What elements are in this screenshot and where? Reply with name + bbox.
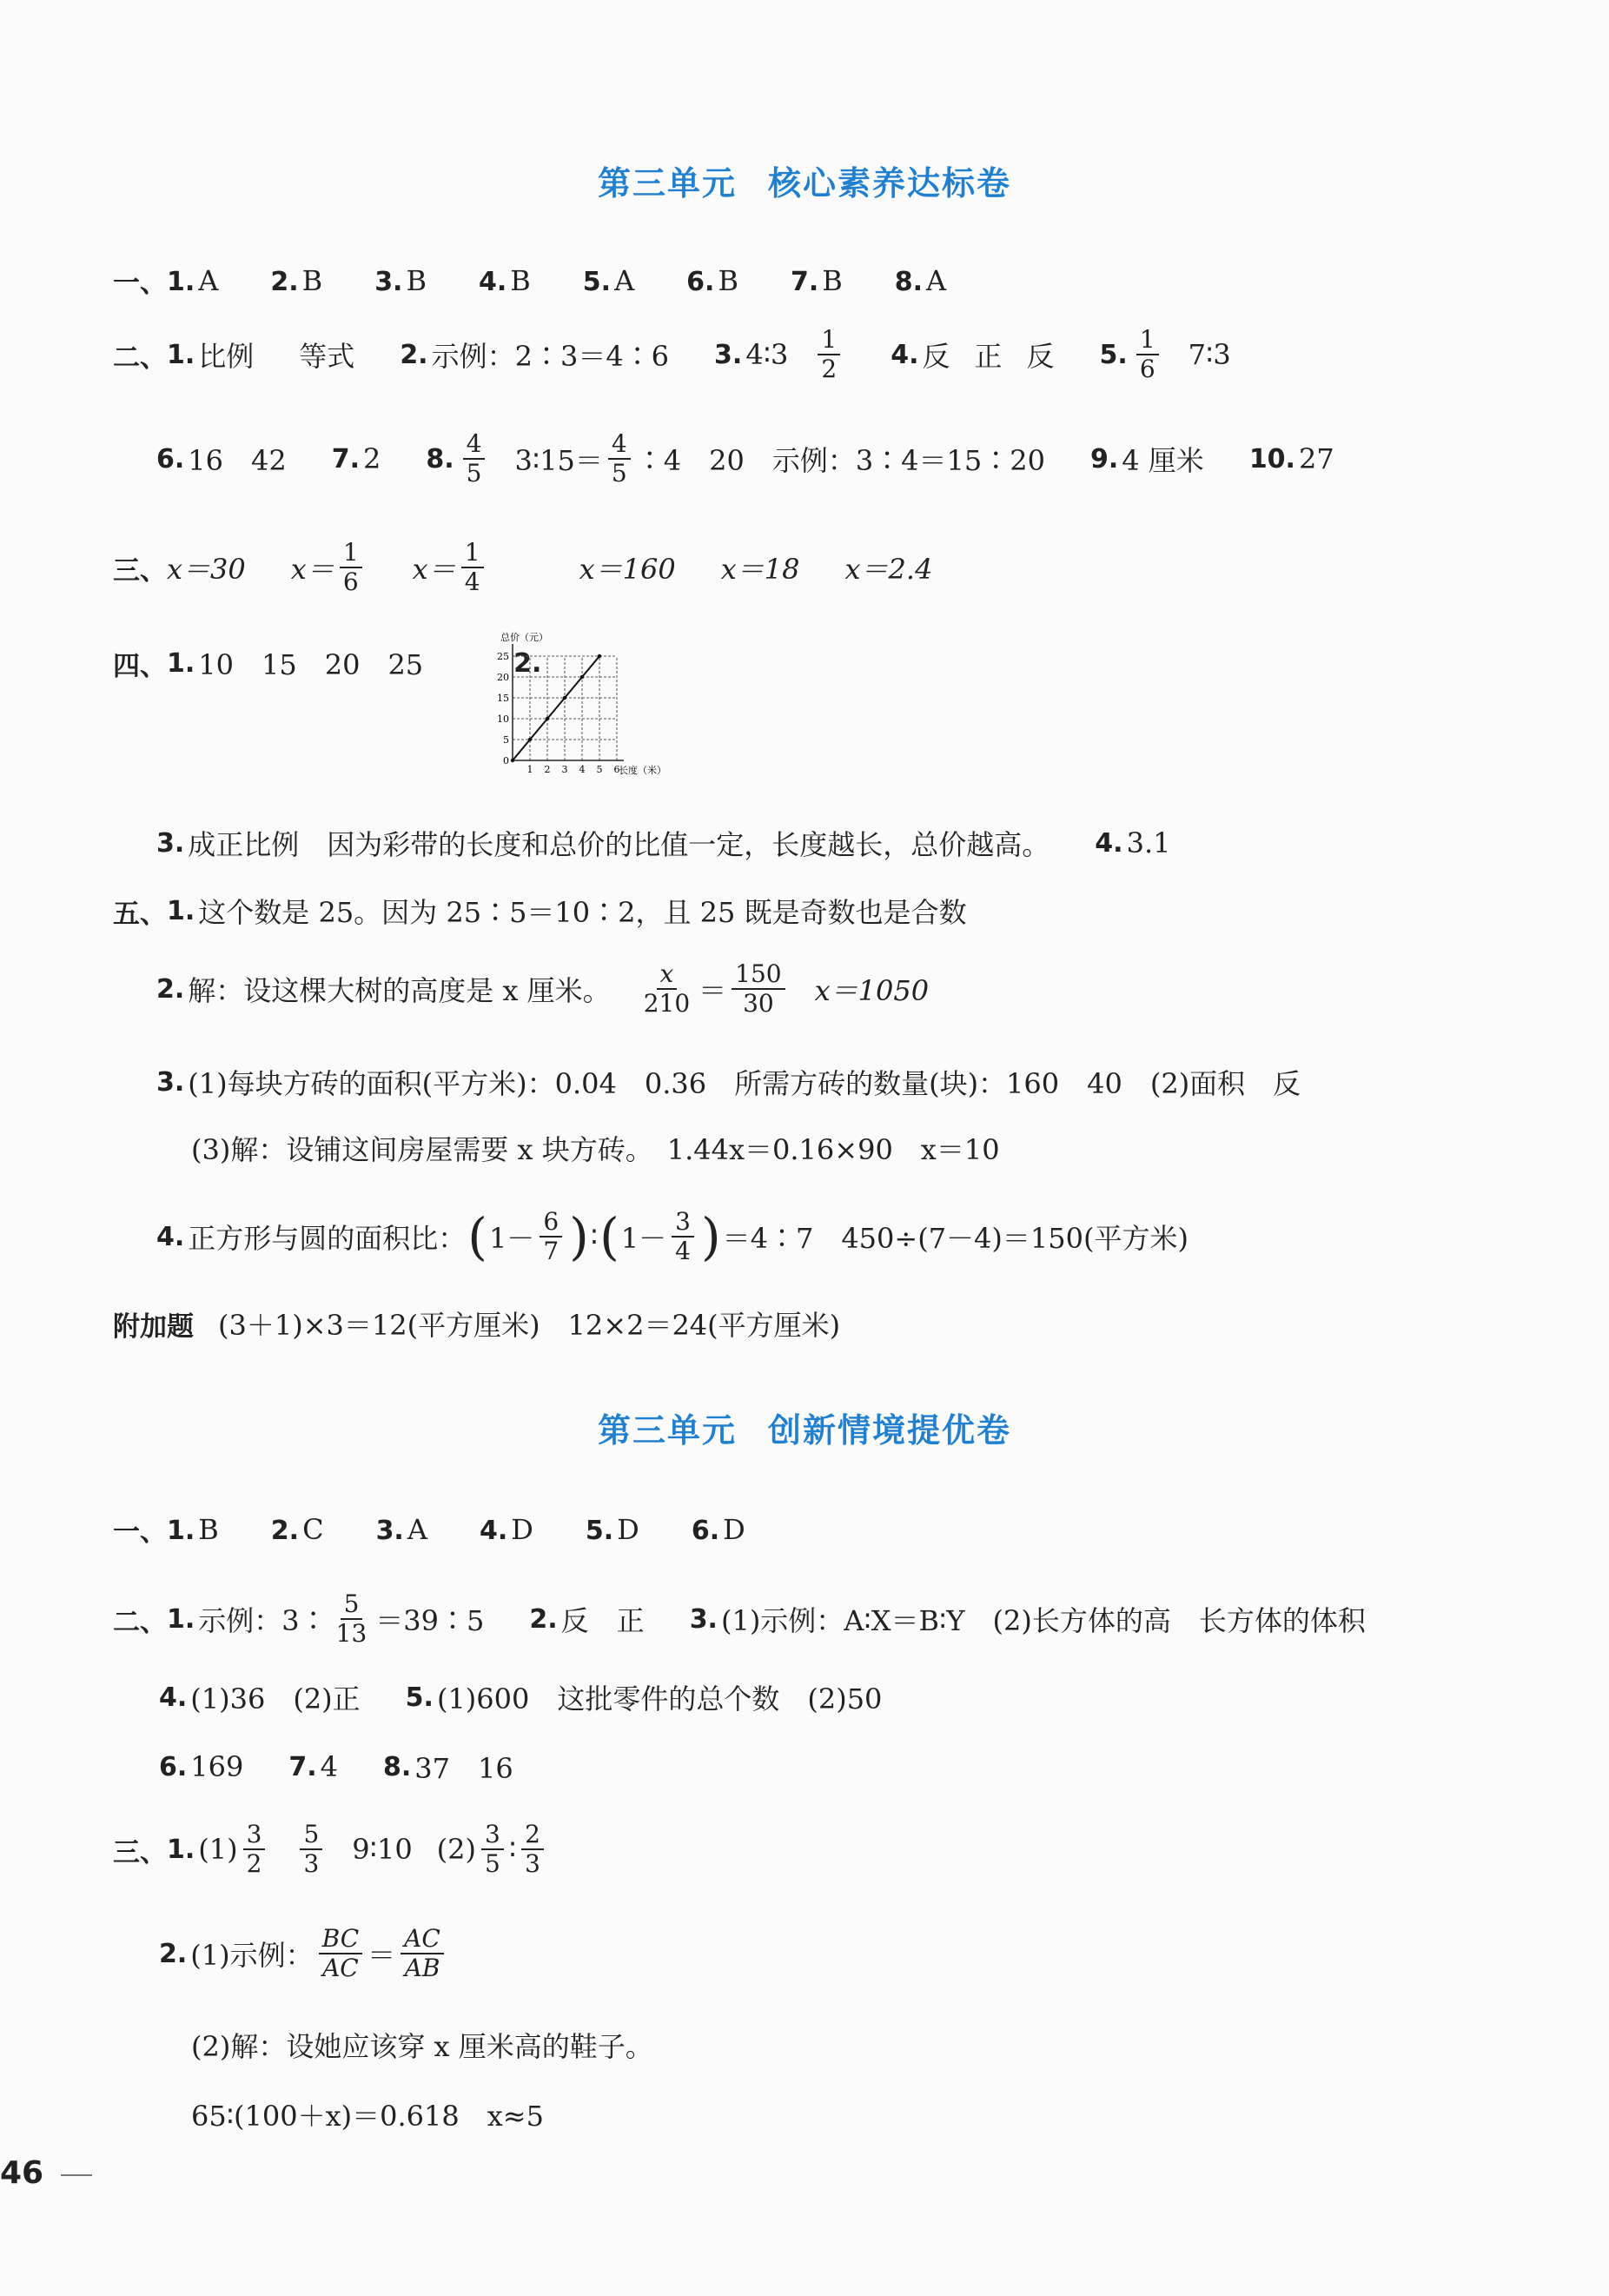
question-number: 5. bbox=[585, 1515, 614, 1546]
question-number: 3. bbox=[375, 1515, 404, 1546]
y-tick-label: 0 bbox=[503, 755, 509, 766]
answer-value: C bbox=[302, 1512, 324, 1546]
question-number: 8. bbox=[894, 266, 924, 297]
answer-item bbox=[271, 1513, 324, 1546]
y-tick-label: 5 bbox=[503, 734, 509, 746]
answer-item bbox=[586, 1513, 639, 1546]
u1-s4-line1: 四、 1. 10 15 20 25 2. bbox=[113, 647, 542, 682]
answer-item bbox=[692, 1513, 745, 1546]
data-point bbox=[546, 717, 549, 720]
question-number: 5. bbox=[582, 266, 612, 297]
fraction: $\frac{x}{210}$ bbox=[643, 959, 691, 1019]
x-tick-label: 3 bbox=[561, 764, 568, 775]
answer-item bbox=[479, 264, 531, 297]
page-number-rule bbox=[61, 2174, 92, 2176]
question-number: 1. bbox=[167, 1515, 195, 1546]
fraction: $\frac{5}{13}$ bbox=[335, 1589, 367, 1649]
question-number: 2. bbox=[270, 1515, 300, 1546]
unit2-title: 第三单元 创新情境提优卷 bbox=[597, 1411, 1012, 1450]
series-line bbox=[513, 656, 599, 760]
question-number: 6. bbox=[691, 1515, 720, 1546]
fraction: $\frac{AC}{AB}$ bbox=[401, 1925, 444, 1982]
answer-item bbox=[374, 264, 427, 297]
question-number: 6. bbox=[686, 266, 715, 297]
u2-s1-line: 一、 1. B 2. C 3. A 4. D 5. D 6. D bbox=[113, 1512, 745, 1548]
question-number: 7. bbox=[790, 266, 819, 297]
u1-s5-line1: 五、 1. 这个数是 25。因为 25∶5＝10∶2，且 25 既是奇数也是合数 bbox=[113, 895, 967, 930]
answer-item bbox=[167, 264, 218, 297]
answer-value: B bbox=[198, 1512, 219, 1546]
answer-value: B bbox=[406, 263, 427, 297]
answer-item bbox=[167, 1513, 219, 1546]
u2-s2-row3: 6. 169 7. 4 8. 37 16 bbox=[159, 1750, 513, 1785]
answer-item bbox=[686, 264, 738, 297]
answer-value: D bbox=[723, 1512, 745, 1546]
answer-item bbox=[791, 264, 843, 297]
u2-s3-row3: (2)解：设她应该穿 x 厘米高的鞋子。 bbox=[191, 2030, 653, 2063]
fraction: $\frac{4}{5}$ bbox=[608, 430, 631, 488]
u1-s5-line2: 2. 解：设这棵大树的高度是 x 厘米。 $\frac{x}{210}$ ＝ $\frac{150}{30}$ x＝1050 bbox=[156, 959, 930, 1019]
data-point bbox=[580, 675, 584, 679]
answer-value: A bbox=[926, 263, 947, 297]
answer-value: A bbox=[614, 263, 635, 297]
u1-s5-line4: 4. 正方形与圆的面积比： ( 1－ $\frac{6}{7}$ ) ∶ ( 1－ $\frac{3}{4}$ ) ＝4∶7 450÷(7－4)＝150(平方米) bbox=[156, 1207, 1189, 1267]
answer-value: D bbox=[511, 1512, 533, 1546]
answer-value: D bbox=[617, 1512, 639, 1546]
fraction: $\frac{6}{7}$ bbox=[540, 1208, 562, 1265]
question-number: 4. bbox=[478, 266, 507, 297]
u1-s1-line: 一、 1. A 2. B 3. B 4. B 5. A 6. B 7. B 8. A bbox=[113, 263, 947, 299]
question-number: 4. bbox=[479, 1515, 508, 1546]
answer-item bbox=[895, 264, 946, 297]
u1-bonus-line: 附加题 (3＋1)×3＝12(平方厘米) 12×2＝24(平方厘米) bbox=[113, 1309, 841, 1343]
data-point bbox=[598, 654, 601, 658]
answer-item bbox=[270, 264, 322, 297]
fraction: $\frac{4}{5}$ bbox=[463, 430, 486, 488]
y-tick-label: 25 bbox=[497, 651, 509, 662]
data-point bbox=[563, 696, 566, 700]
u1-s2-row2: 6. 16 42 7. 2 8. $\frac{4}{5}$ 3∶15＝ $\frac{4}{5}$ ∶4 20 示例：3∶4＝15∶20 9. 4 厘米 10. 27 bbox=[156, 429, 1334, 488]
fraction: $\frac{BC}{AC}$ bbox=[319, 1925, 363, 1982]
fraction: $\frac{150}{30}$ bbox=[732, 960, 785, 1018]
page-number: 46 bbox=[0, 2155, 44, 2191]
answer-item bbox=[583, 264, 634, 297]
u1-s2-row1: 二、 1. 比例 等式 2. 示例：2∶3＝4∶6 3. 4∶3 $\frac{1}{2}$ 4. 反 正 反 5. $\frac{1}{6}$ 7∶3 bbox=[113, 325, 1231, 384]
data-point bbox=[511, 759, 514, 762]
fraction: $\frac{1}{6}$ bbox=[1136, 326, 1159, 383]
u2-s2-row2: 4. (1)36 (2)正 5. (1)600 这批零件的总个数 (2)50 bbox=[159, 1682, 883, 1715]
fraction: $\frac{1}{6}$ bbox=[340, 539, 362, 596]
y-tick-label: 10 bbox=[497, 713, 509, 725]
u1-s3-line: 三、 x＝30 x＝ $\frac{1}{6}$ x＝ $\frac{1}{4}$ x＝160 x＝18 x＝2.4 bbox=[113, 538, 933, 597]
answer-value: A bbox=[198, 263, 219, 297]
answer-value: B bbox=[822, 263, 843, 297]
y-axis-label: 总价（元） bbox=[500, 632, 548, 643]
answer-item bbox=[376, 1513, 427, 1546]
question-number: 2. bbox=[270, 266, 299, 297]
answer-item bbox=[480, 1513, 533, 1546]
x-axis-label: 长度（米） bbox=[619, 765, 666, 776]
u2-s3-row4: 65∶(100＋x)＝0.618 x≈5 bbox=[191, 2100, 544, 2133]
question-number: 3. bbox=[374, 266, 403, 297]
fraction: $\frac{3}{5}$ bbox=[481, 1821, 504, 1878]
answer-value: B bbox=[718, 263, 738, 297]
x-tick-label: 5 bbox=[596, 764, 603, 775]
unit1-title: 第三单元 核心素养达标卷 bbox=[597, 164, 1012, 202]
fraction: $\frac{1}{2}$ bbox=[818, 326, 840, 383]
fraction: $\frac{3}{2}$ bbox=[243, 1821, 266, 1878]
fraction: $\frac{3}{4}$ bbox=[672, 1208, 694, 1265]
x-tick-label: 6 bbox=[613, 764, 620, 775]
line-chart bbox=[487, 632, 721, 791]
u2-s2-row1: 二、 1. 示例：3∶ $\frac{5}{13}$ ＝39∶5 2. 反 正 3. (1)示例：A∶X＝B∶Y (2)长方体的高 长方体的体积 bbox=[113, 1589, 1366, 1649]
data-point bbox=[528, 738, 532, 741]
fraction: $\frac{5}{3}$ bbox=[300, 1821, 322, 1878]
x-tick-label: 4 bbox=[579, 764, 586, 775]
u1-s5-line3: 3. (1)每块方砖的面积(平方米)：0.04 0.36 所需方砖的数量(块)：160 40 (2)面积 反 bbox=[156, 1066, 1301, 1100]
y-tick-label: 15 bbox=[497, 693, 509, 704]
fraction: $\frac{2}{3}$ bbox=[521, 1821, 544, 1878]
y-tick-label: 20 bbox=[497, 672, 509, 683]
answer-value: A bbox=[407, 1512, 427, 1546]
u2-s3-row2: 2. (1)示例： $\frac{BC}{AC}$ ＝ $\frac{AC}{AB}$ bbox=[159, 1925, 449, 1982]
answer-value: B bbox=[301, 263, 323, 297]
fraction: $\frac{1}{4}$ bbox=[461, 539, 484, 596]
u1-s5-line3b: (3)解：设铺这间房屋需要 x 块方砖。 1.44x＝0.16×90 x＝10 bbox=[191, 1133, 1000, 1166]
x-tick-label: 2 bbox=[544, 764, 551, 775]
answer-value: B bbox=[510, 263, 531, 297]
u1-s4-line3: 3. 成正比例 因为彩带的长度和总价的比值一定，长度越长，总价越高。 4. 3.1 bbox=[156, 826, 1171, 861]
u2-s3-row1: 三、 1. (1) $\frac{3}{2}$ $\frac{5}{3}$ 9∶10 (2) $\frac{3}{5}$ ∶ $\frac{2}{3}$ bbox=[113, 1821, 549, 1878]
question-number: 1. bbox=[167, 266, 195, 297]
x-tick-label: 1 bbox=[526, 764, 533, 775]
